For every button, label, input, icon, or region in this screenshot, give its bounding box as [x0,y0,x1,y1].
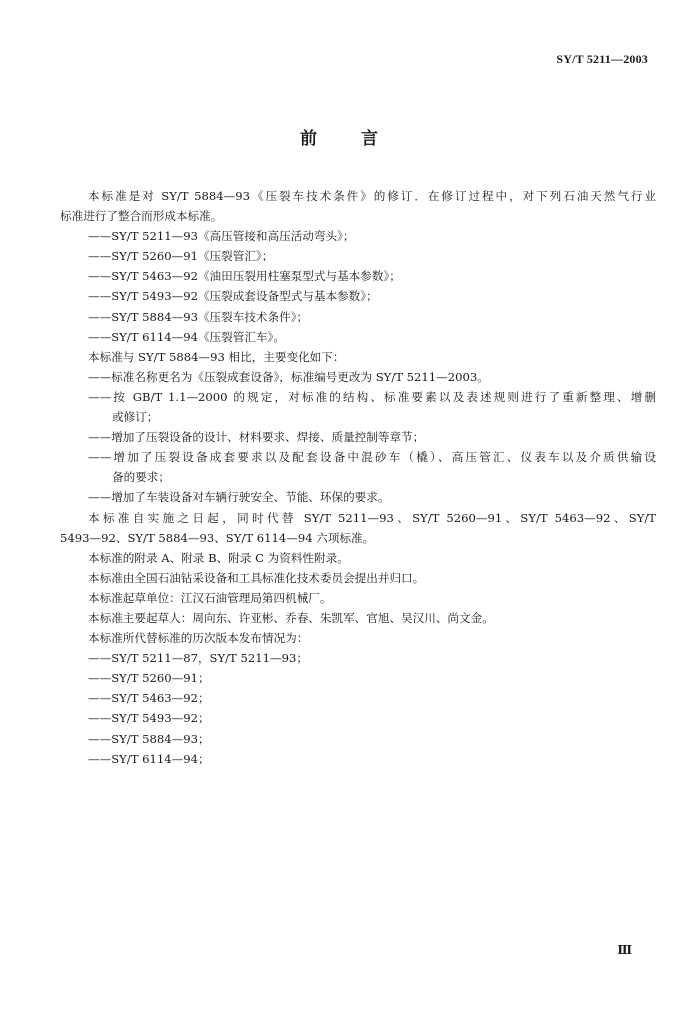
list-item: ——按 GB/T 1.1—2000 的规定，对标准的结构、标准要素以及表述规则进行了重新整理、增删 [88,389,656,404]
list-item: ——SY/T 5260—91《压裂管汇》； [88,249,274,264]
paragraph-replacement-line1: 本标准自实施之日起，同时代替 SY/T 5211—93、SY/T 5260—91、SY/T 5463—92、SY/T [88,510,656,525]
list-item-continuation: 或修订； [112,410,159,425]
list-item: ——SY/T 5211—93《高压管接和高压活动弯头》； [88,229,355,244]
paragraph-changes-intro: 本标准与 SY/T 5884—93 相比，主要变化如下： [88,349,345,364]
list-item: ——SY/T 5493—92； [88,711,210,726]
list-item: ——增加了压裂设备成套要求以及配套设备中混砂车（橇）、高压管汇、仪表车以及介质供输设 [88,450,656,465]
paragraph-proposer: 本标准由全国石油钻采设备和工具标准化技术委员会提出并归口。 [88,570,425,585]
page-title: 前言 [300,129,422,149]
list-item: ——SY/T 5884—93； [88,731,210,746]
paragraph-drafters: 本标准主要起草人：周向东、许亚彬、乔春、朱凯军、官旭、吴汉川、尚文金。 [88,610,494,625]
paragraph-intro-line2: 标准进行了整合而形成本标准。 [60,209,223,224]
paragraph-history-intro: 本标准所代替标准的历次版本发布情况为： [88,631,309,646]
list-item: ——增加了车装设备对车辆行驶安全、节能、环保的要求。 [88,490,390,505]
paragraph-replacement-line2: 5493—92、SY/T 5884—93、SY/T 6114—94 六项标准。 [60,530,375,545]
paragraph-intro-line1: 本标准是对 SY/T 5884—93《压裂车技术条件》的修订．在修订过程中，对下列石油天然气行业 [88,189,656,203]
list-item: ——标准名称更名为《压裂成套设备》，标准编号更改为 SY/T 5211—2003。 [88,369,489,384]
paragraph-drafting-unit: 本标准起草单位：江汉石油管理局第四机械厂。 [88,590,332,605]
history-list [60,648,656,769]
list-item: ——SY/T 5211—87，SY/T 5211—93； [88,651,308,666]
paragraph-appendix: 本标准的附录 A、附录 B、附录 C 为资料性附录。 [88,550,349,565]
list-item: ——SY/T 5463—92； [88,691,210,706]
list-item: ——SY/T 5260—91； [88,671,210,686]
page-number: Ⅲ [617,943,632,957]
list-item: ——增加了压裂设备的设计、材料要求、焊接、质量控制等章节； [88,430,425,445]
integrated-standards-list [60,226,656,347]
standard-number: SY/T 5211—2003 [556,52,648,66]
changes-list [60,367,656,508]
list-item-continuation: 备的要求； [112,470,170,485]
list-item: ——SY/T 5493—92《压裂成套设备型式与基本参数》； [88,289,378,304]
list-item: ——SY/T 5884—93《压裂车技术条件》； [88,309,309,324]
list-item: ——SY/T 5463—92《油田压裂用柱塞泵型式与基本参数》； [88,269,401,284]
foreword-body [60,186,656,769]
list-item: ——SY/T 6114—94； [88,751,210,766]
list-item: ——SY/T 6114—94《压裂管汇车》。 [88,329,285,344]
